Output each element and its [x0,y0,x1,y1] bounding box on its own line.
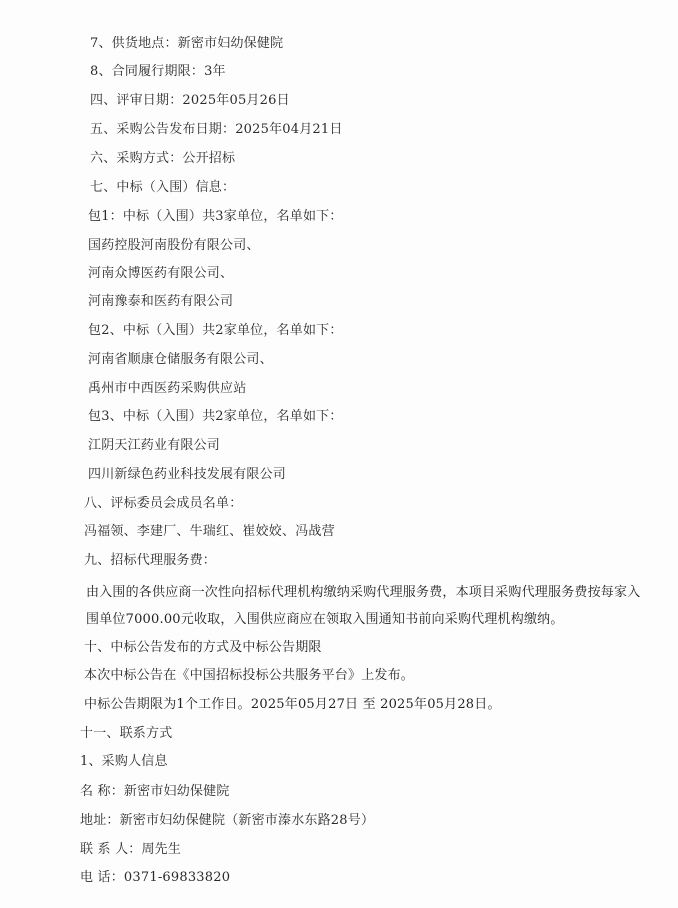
purchaser-info-heading: 1、采购人信息 [80,754,168,769]
agency-fee-heading: 九、招标代理服务费： [84,553,217,568]
contract-term: 8、合同履行期限：3年 [90,64,226,79]
procurement-method: 六、采购方式：公开招标 [90,151,236,166]
publication-platform: 本次中标公告在《中国招标投标公共服务平台》上发布。 [84,668,415,683]
package-1-company-2: 河南众博医药有限公司、 [88,266,234,281]
package-3-company-2: 四川新绿色药业科技发展有限公司 [88,467,287,482]
committee-members: 冯福领、李建厂、牛瑞红、崔姣姣、冯战营 [84,524,335,539]
contact-heading: 十一、联系方式 [80,726,173,741]
purchaser-contact: 联 系 人：周先生 [80,842,182,857]
review-date: 四、评审日期：2025年05月26日 [90,93,290,108]
package-3-heading: 包3、中标（入围）共2家单位，名单如下： [88,409,343,424]
section-award-info: 七、中标（入围）信息： [90,180,236,195]
committee-heading: 八、评标委员会成员名单： [84,496,243,511]
purchaser-name: 名 称：新密市妇幼保健院 [80,784,230,799]
publication-heading: 十、中标公告发布的方式及中标公告期限 [84,640,322,655]
package-1-company-3: 河南豫泰和医药有限公司 [88,294,234,309]
publication-period: 中标公告期限为1个工作日。2025年05月27日 至 2025年05月28日。 [84,697,501,712]
supply-location: 7、供货地点：新密市妇幼保健院 [90,36,284,51]
package-2-company-1: 河南省顺康仓储服务有限公司、 [88,352,273,367]
purchaser-address: 地址：新密市妇幼保健院（新密市溱水东路28号） [80,813,375,828]
package-3-company-1: 江阴天江药业有限公司 [88,438,221,453]
agency-fee-paragraph: 由入围的各供应商一次性向招标代理机构缴纳采购代理服务费，本项目采购代理服务费按每家入围单位7000.00元收取，入围供应商应在领取入围通知书前向采购代理机构缴纳。 [86,585,641,627]
package-2-heading: 包2、中标（入围）共2家单位，名单如下： [88,323,343,338]
announcement-date: 五、采购公告发布日期：2025年04月21日 [90,122,343,137]
purchaser-phone: 电 话：0371-69833820 [80,870,231,885]
package-2-company-2: 禹州市中西医药采购供应站 [88,381,247,396]
package-1-heading: 包1：中标（入围）共3家单位，名单如下： [88,209,343,224]
package-1-company-1: 国药控股河南股份有限公司、 [88,238,260,253]
